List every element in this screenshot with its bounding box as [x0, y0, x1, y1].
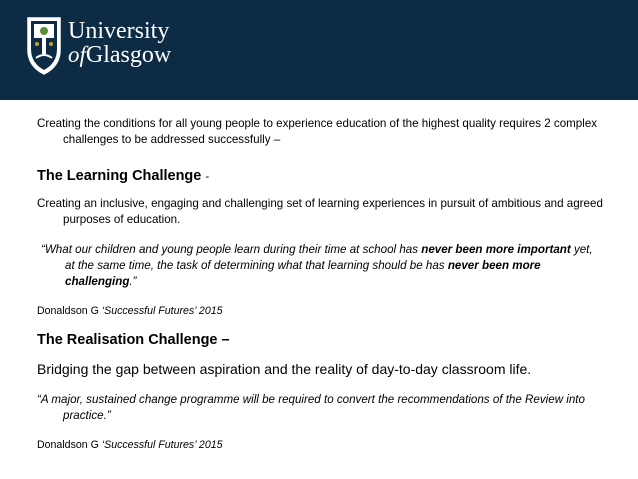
quote-part: “What our children and young people learn during their time at school has	[41, 243, 422, 256]
wordmark-line1: University	[68, 18, 170, 44]
learning-challenge-heading	[37, 168, 603, 184]
quote-part: yet, at the same time, the task of determining what that learning should be has	[65, 243, 593, 272]
slide-content	[37, 116, 603, 466]
realisation-citation	[37, 438, 603, 452]
citation-author: Donaldson G	[37, 305, 102, 317]
university-wordmark	[68, 20, 171, 67]
wordmark-line2: Glasgow	[85, 42, 172, 68]
realisation-description: Bridging the gap between aspiration and the reality of day-to-day classroom life.	[37, 361, 532, 377]
wordmark-of: of	[68, 42, 86, 67]
citation-title: ‘Successful Futures’ 2015	[101, 439, 223, 451]
intro-paragraph: Creating the conditions for all young people to experience education of the highest quality requires 2 complex challenges to be addressed successfully –	[37, 117, 598, 146]
quote-bold: never been more challenging	[65, 259, 541, 288]
quote-bold: never been more important	[421, 243, 571, 256]
university-crest-icon	[24, 14, 64, 78]
citation-title: ‘Successful Futures’ 2015	[101, 305, 223, 317]
quote-part: .”	[129, 275, 137, 288]
realisation-challenge-heading: The Realisation Challenge –	[37, 332, 230, 348]
realisation-quote: “A major, sustained change programme will be required to convert the recommendations of the Review into practice.”	[37, 393, 585, 422]
header-banner	[0, 0, 638, 100]
learning-heading-text: The Learning Challenge	[37, 168, 202, 184]
learning-heading-dash: -	[205, 170, 210, 183]
learning-citation	[37, 304, 603, 318]
citation-author: Donaldson G	[37, 439, 102, 451]
learning-quote	[37, 242, 603, 290]
learning-description: Creating an inclusive, engaging and challenging set of learning experiences in pursuit of ambitious and agreed purposes of education.	[37, 197, 603, 226]
